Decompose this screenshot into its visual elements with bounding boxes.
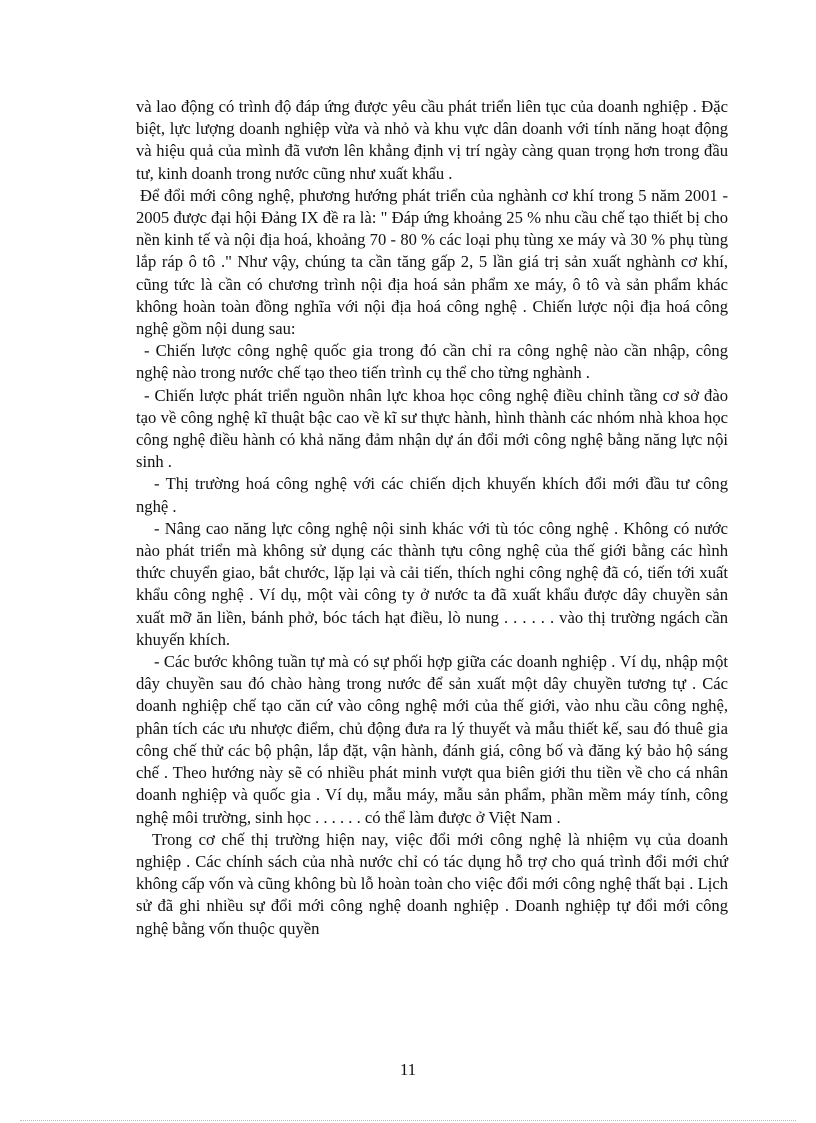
- list-item: - Nâng cao năng lực công nghệ nội sinh khác với tù tóc công nghệ . Không có nước nào phát triển mà không sử dụng các thành tựu công nghệ của thế giới bằng các hình thức chuyển giao, bắt chước, lặp lại và cải tiến, thích nghi công nghệ đã có, tiến tới xuất khẩu công nghệ . Ví dụ, một vài công ty ở nước ta đã xuất khẩu được dây chuyền sản xuất mỡ ăn liền, bánh phở, bóc tách hạt điều, lò nung . . . . . . vào thị trường ngách cần khuyến khích.: [136, 518, 728, 649]
- paragraph: và lao động có trình độ đáp ứng được yêu cầu phát triển liên tục của doanh nghiệp . Đặc biệt, lực lượng doanh nghiệp vừa và nhỏ và khu vực dân doanh với tính năng hoạt động và hiệu quả của mình đã vươn lên khẳng định vị trí ngày càng quan trọng hơn trong đầu tư, kinh doanh trong nước cũng như xuất khẩu .: [136, 97, 728, 183]
- list-item: - Chiến lược phát triển nguồn nhân lực khoa học công nghệ điều chỉnh tầng cơ sở đào tạo về công nghệ kĩ thuật bậc cao về kĩ sư thực hành, hình thành các nhóm nhà khoa học công nghệ điều hành có khả năng đảm nhận dự án đổi mới công nghệ bằng năng lực nội sinh .: [136, 385, 728, 472]
- paragraph: Trong cơ chế thị trường hiện nay, việc đổi mới công nghệ là nhiệm vụ của doanh nghiệp . Các chính sách của nhà nước chỉ có tác dụng hỗ trợ cho quá trình đổi mới chứ không cấp vốn và cũng không bù lỗ hoàn toàn cho việc đổi mới công nghệ thất bại . Lịch sử đã ghi nhiều sự đổi mới công nghệ doanh nghiệp . Doanh nghiệp tự đổi mới công nghệ bằng vốn thuộc quyền: [136, 829, 728, 938]
- page-number: 11: [399, 1060, 417, 1079]
- list-item: - Các bước không tuần tự mà có sự phối hợp giữa các doanh nghiệp . Ví dụ, nhập một dây chuyền sau đó chào hàng trong nước để sản xuất một dây chuyền tương tự . Các doanh nghiệp chế tạo căn cứ vào công nghệ mới của thế giới, vào nhu cầu công nghệ, phân tích các ưu nhược điểm, chủ động đưa ra lý thuyết và mẫu thiết kế, sau đó thuê gia công chế thử các bộ phận, lắp đặt, vận hành, đánh giá, công bố và đăng ký bảo hộ sáng chế . Theo hướng này sẽ có nhiều phát minh vượt qua biên giới thu tiền về cho cá nhân doanh nghiệp và quốc gia . Ví dụ, mẫu máy, mẫu sản phẩm, phần mềm máy tính, công nghệ môi trường, sinh học . . . . . . có thể làm được ở Việt Nam .: [136, 652, 728, 827]
- list-item: - Thị trường hoá công nghệ với các chiến dịch khuyến khích đổi mới đầu tư công nghệ .: [136, 474, 728, 516]
- paragraph: Để đổi mới công nghệ, phương hướng phát triển của nghành cơ khí trong 5 năm 2001 - 2005 được đại hội Đảng IX đề ra là: " Đáp ứng khoảng 25 % nhu cầu chế tạo thiết bị cho nền kinh tế và nội địa hoá, khoảng 70 - 80 % các loại phụ tùng xe máy và 30 % phụ tùng lắp ráp ô tô ." Như vậy, chúng ta cần tăng gấp 2, 5 lần giá trị sản xuất nghành cơ khí, cũng tức là cần có chương trình nội địa hoá sản phẩm xe máy, ô tô và sản phẩm khác không hoàn toàn đồng nghĩa với nội địa hoá công nghệ . Chiến lược nội địa hoá công nghệ gồm nội dung sau:: [136, 185, 728, 339]
- body-text: [136, 96, 728, 940]
- list-item: - Chiến lược công nghệ quốc gia trong đó cần chỉ ra công nghệ nào cần nhập, công nghệ nào trong nước chế tạo theo tiến trình cụ thể cho từng nghành .: [136, 341, 728, 383]
- footer-divider: [20, 1120, 796, 1121]
